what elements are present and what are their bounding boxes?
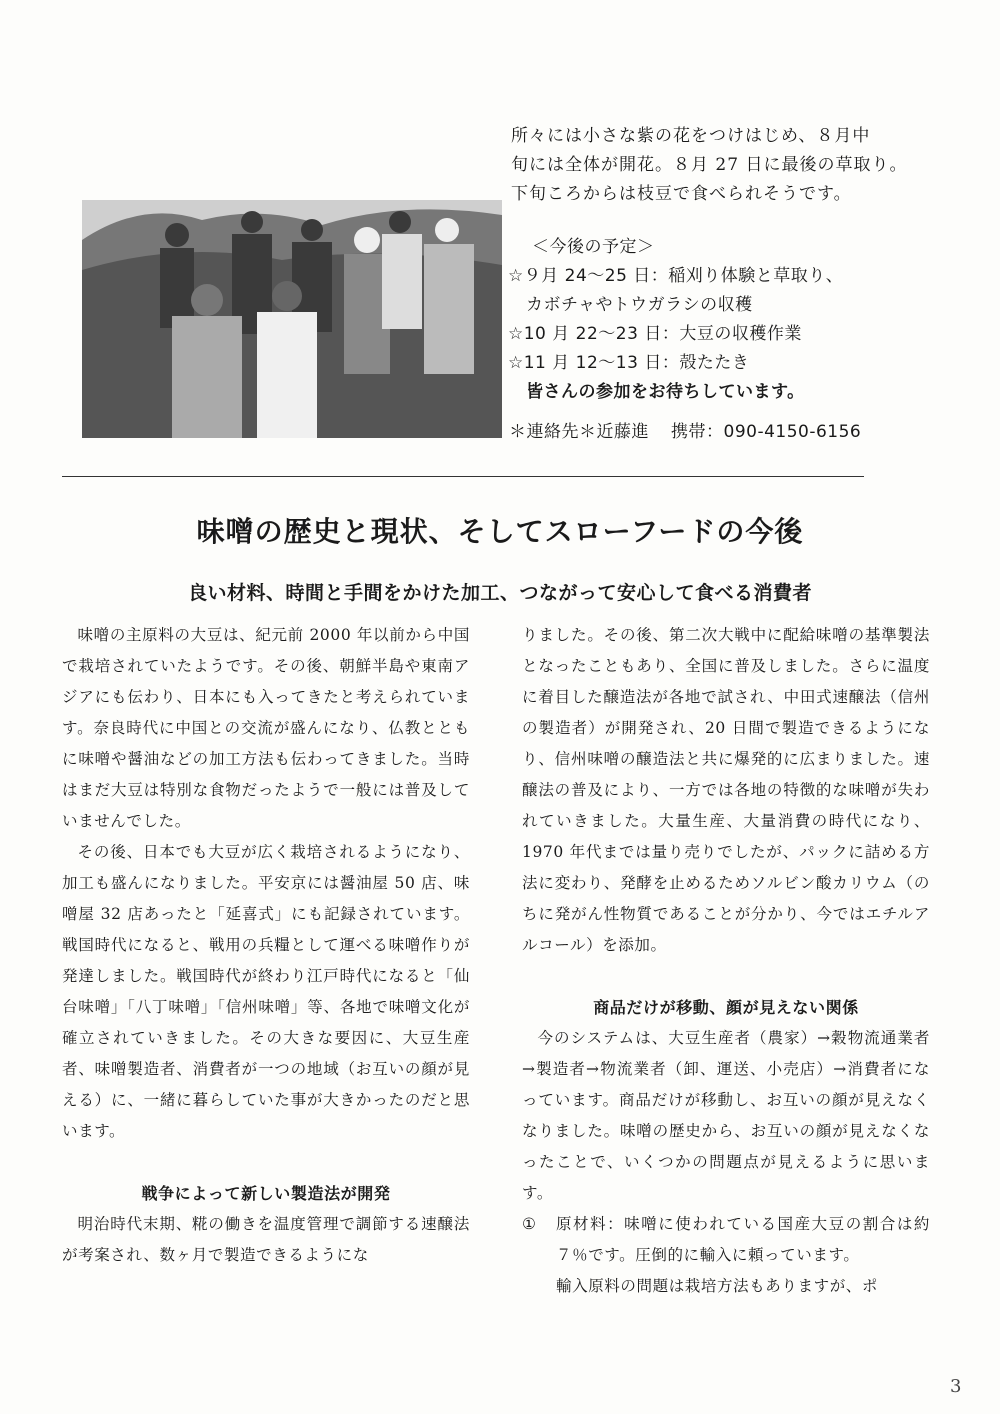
schedule-closing: 皆さんの参加をお待ちしています。	[526, 382, 805, 402]
schedule-item: ☆10 月 22～23 日：大豆の収穫作業	[508, 324, 802, 344]
spacer	[522, 961, 930, 992]
paragraph: 明治時代末期、糀の働きを温度管理で調節する速醸法が考案され、数ヶ月で製造できるようにな	[62, 1215, 470, 1264]
intro-line: 所々には小さな紫の花をつけはじめ、８月中	[511, 126, 871, 146]
section-heading: 商品だけが移動、顔が見えない関係	[593, 998, 859, 1017]
item-number: ①	[522, 1215, 537, 1233]
contact-label: ＊連絡先＊近藤進	[509, 422, 649, 442]
group-photo	[82, 200, 502, 438]
schedule-item: カボチャやトウガラシの収穫	[526, 295, 753, 315]
schedule-title: ＜今後の予定＞	[532, 237, 655, 257]
contact-phone: 携帯：090-4150-6156	[671, 422, 862, 442]
intro-line: 下旬ころからは枝豆で食べられそうです。	[511, 184, 852, 204]
photo-illustration	[82, 200, 502, 438]
intro-line: 旬には全体が開花。８月 27 日に最後の草取り。	[511, 155, 908, 175]
paragraph: 味噌の主原料の大豆は、紀元前 2000 年以前から中国で栽培されていたようです。その後、朝鮮半島や東南アジアにも伝わり、日本にも入ってきたと考えられています。奈良時代に中国との交流が盛んになり、仏教とともに味噌や醤油などの加工方法も伝わってきました。当時はまだ大豆は特別な食物だったようで一般には普及していませんでした。	[62, 626, 470, 830]
schedule-item: ☆９月 24～25 日：稲刈り体験と草取り、	[508, 266, 844, 286]
section-heading: 戦争によって新しい製造法が開発	[141, 1184, 391, 1203]
spacer	[62, 1147, 470, 1178]
intro-paragraph	[511, 122, 931, 209]
paragraph: りました。その後、第二次大戦中に配給味噌の基準製法となったこともあり、全国に普及しました。さらに温度に着目した醸造法が各地で試され、中田式速醸法（信州の製造者）が開発され、20 日間で製造できるようになり、信州味噌の醸造法と共に爆発的に広まりました。速醸法の普及により、一方では各地の特徴的な味噌が失われていきました。大量生産、大量消費の時代になり、1970 年代までは量り売りでしたが、パックに詰める方法に変わり、発酵を止めるためソルビン酸カリウム（のちに発がん性物質であることが分かり、今ではエチルアルコール）を添加。	[522, 626, 930, 954]
article-subtitle: 良い材料、時間と手間をかけた加工、つながって安心して食べる消費者	[187, 582, 812, 604]
paragraph: その後、日本でも大豆が広く栽培されるようになり、加工も盛んになりました。平安京には醤油屋 50 店、味噌屋 32 店あったと「延喜式」にも記録されています。戦国時代になると、戦用の兵糧として運べる味噌作りが発達しました。戦国時代が終わり江戸時代になると「仙台味噌」「八丁味噌」「信州味噌」等、各地で味噌文化が確立されていきました。その大きな要因に、大豆生産者、味噌製造者、消費者が一つの地域（お互いの顔が見える）に、一緒に暮らしていた事が大きかったのだと思います。	[62, 843, 470, 1140]
article-title: 味噌の歴史と現状、そしてスローフードの今後	[196, 515, 804, 548]
item-text: 輸入原料の問題は栽培方法もありますが、ポ	[556, 1277, 879, 1295]
item-text: 原材料：味噌に使われている国産大豆の割合は約７％です。圧倒的に輸入に頼っています。	[556, 1215, 930, 1264]
paragraph: 今のシステムは、大豆生産者（農家）→穀物流通業者→製造者→物流業者（卸、運送、小売店）→消費者になっています。商品だけが移動し、お互いの顔が見えなくなりました。味噌の歴史から、お互いの顔が見えなくなったことで、いくつかの問題点が見えるように思います。	[522, 1029, 930, 1202]
item-body	[556, 1209, 930, 1302]
numbered-item	[522, 1209, 930, 1302]
article-column-left	[62, 620, 470, 1271]
schedule-block	[508, 233, 938, 407]
schedule-item: ☆11 月 12～13 日：殻たたき	[508, 353, 750, 373]
page-number: 3	[950, 1376, 962, 1397]
divider	[62, 476, 864, 477]
contact-info	[509, 421, 939, 443]
article-column-right	[522, 620, 930, 1302]
